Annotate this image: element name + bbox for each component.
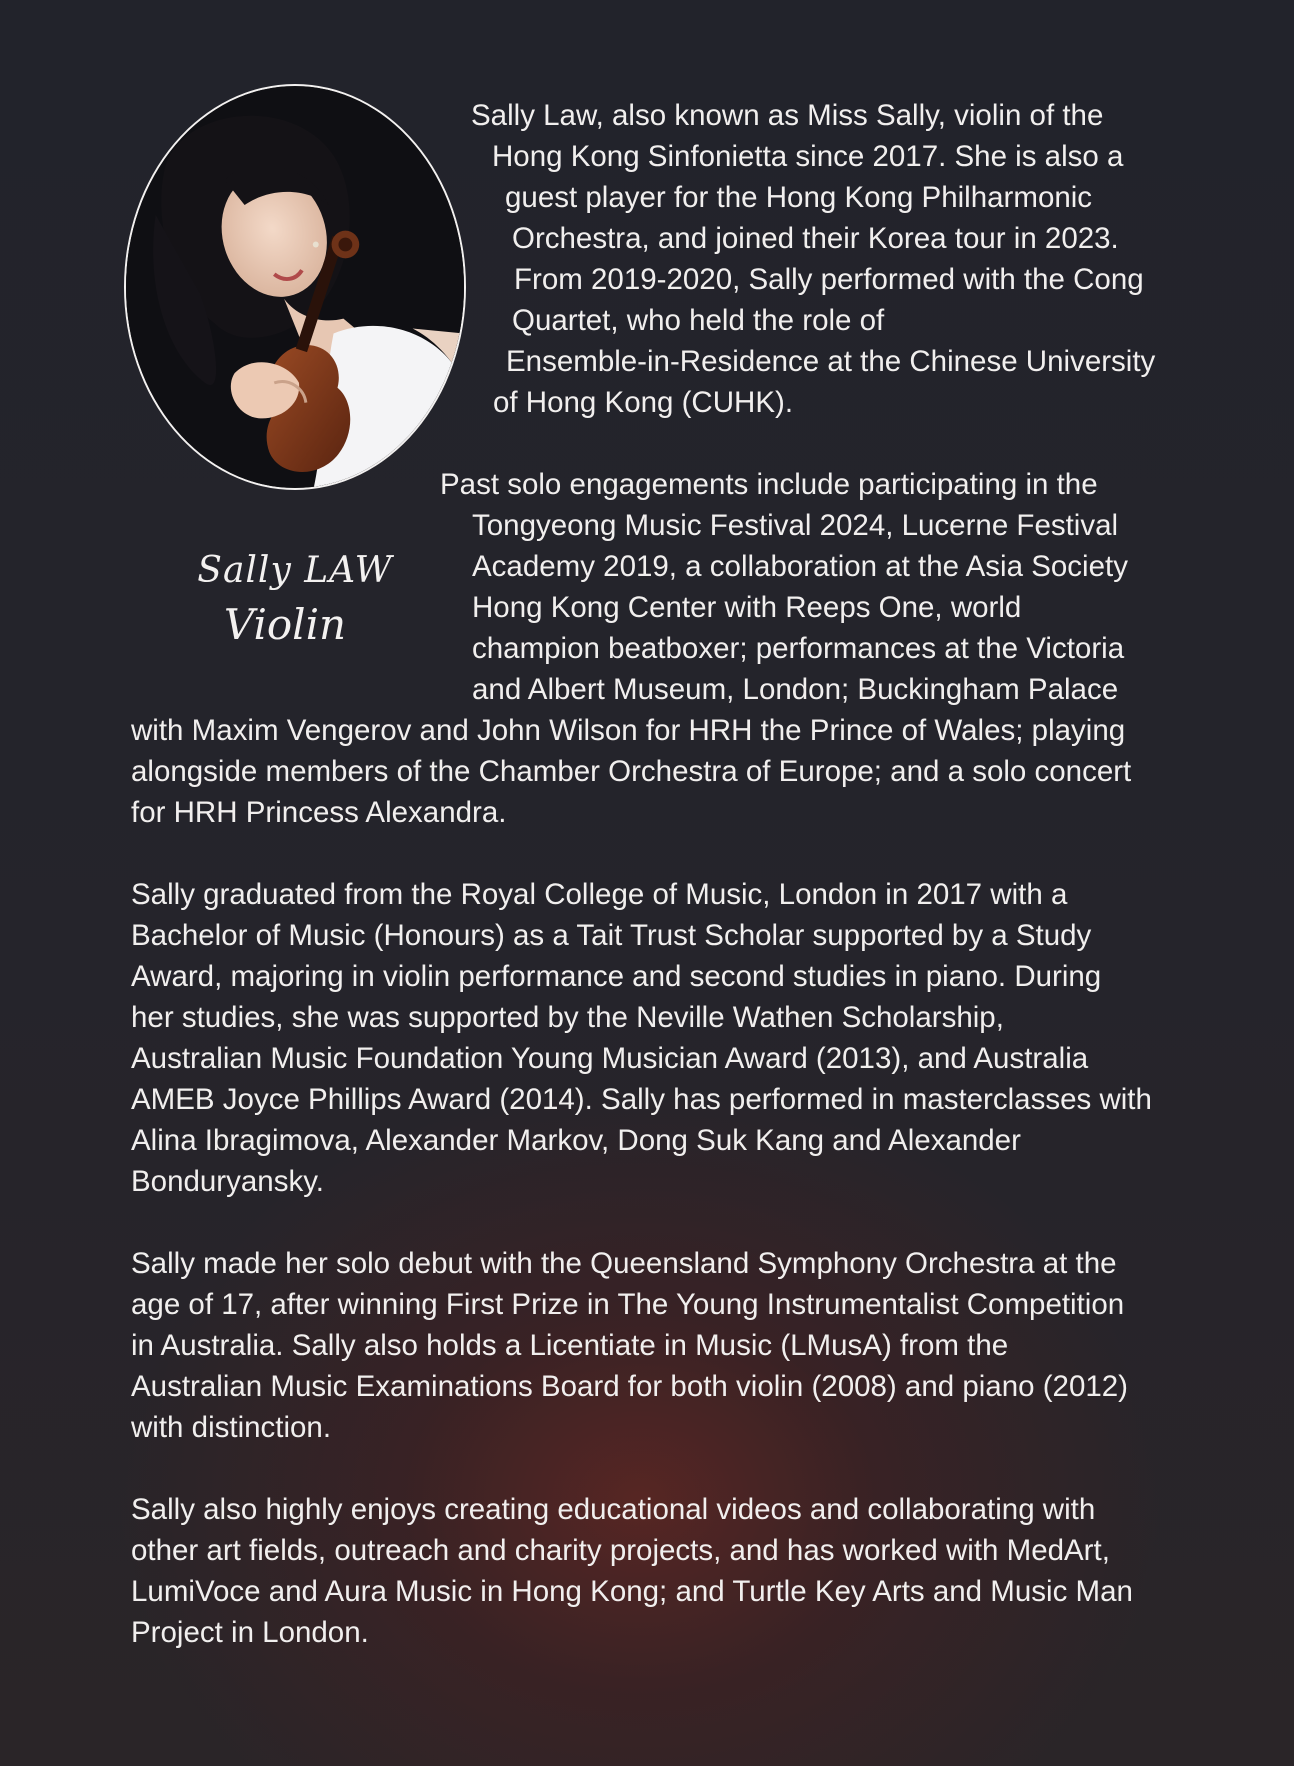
bio-p2-line: with Maxim Vengerov and John Wilson for HRH the Prince of Wales; playing [131, 714, 1126, 747]
bio-p1-line: Quartet, who held the role of [512, 304, 885, 337]
bio-p2-line: Hong Kong Center with Reeps One, world [472, 591, 1022, 624]
bio-p3-line: Bachelor of Music (Honours) as a Tait Trust Scholar supported by a Study [131, 919, 1092, 952]
bio-p3-line: Award, majoring in violin performance and second studies in piano. During [131, 960, 1102, 993]
bio-p2-line: alongside members of the Chamber Orchestra of Europe; and a solo concert [131, 755, 1132, 788]
bio-p4-line: age of 17, after winning First Prize in The Young Instrumentalist Competition [131, 1288, 1125, 1321]
bio-p3-line: Bonduryansky. [131, 1165, 324, 1198]
violinist-image [126, 86, 464, 488]
bio-p5-line: Project in London. [131, 1616, 369, 1649]
bio-p1-line: Orchestra, and joined their Korea tour in 2023. [512, 222, 1119, 255]
bio-p2-line: Past solo engagements include participating in the [440, 468, 1098, 501]
bio-p1-line: Ensemble-in-Residence at the Chinese University [506, 345, 1156, 378]
bio-p2-line: Academy 2019, a collaboration at the Asia Society [472, 550, 1128, 583]
bio-p5-line: LumiVoce and Aura Music in Hong Kong; and Turtle Key Arts and Music Man [131, 1575, 1133, 1608]
bio-p1-line: Hong Kong Sinfonietta since 2017. She is also a [492, 140, 1124, 173]
artist-name: Sally LAW [197, 550, 393, 591]
bio-p3-line: her studies, she was supported by the Neville Wathen Scholarship, [131, 1001, 1004, 1034]
bio-p4-line: with distinction. [131, 1411, 332, 1444]
bio-p2-line: champion beatboxer; performances at the Victoria [472, 632, 1125, 665]
bio-p4-line: Australian Music Examinations Board for both violin (2008) and piano (2012) [131, 1370, 1128, 1403]
bio-p4-line: Sally made her solo debut with the Queensland Symphony Orchestra at the [131, 1247, 1117, 1280]
bio-p4-line: in Australia. Sally also holds a Licentiate in Music (LMusA) from the [131, 1329, 1009, 1362]
bio-p2-line: Tongyeong Music Festival 2024, Lucerne Festival [472, 509, 1119, 542]
artist-caption [150, 545, 440, 653]
bio-p3-line: Australian Music Foundation Young Musician Award (2013), and Australia [131, 1042, 1089, 1075]
portrait-photo [124, 84, 466, 490]
bio-p1-line: From 2019-2020, Sally performed with the Cong [514, 263, 1144, 296]
bio-p1-line: guest player for the Hong Kong Philharmonic [505, 181, 1093, 214]
bio-p3-line: AMEB Joyce Phillips Award (2014). Sally has performed in masterclasses with [131, 1083, 1152, 1116]
bio-p5-line: Sally also highly enjoys creating educational videos and collaborating with [131, 1493, 1096, 1526]
bio-p3-line: Sally graduated from the Royal College of Music, London in 2017 with a [131, 878, 1068, 911]
bio-p2-line: for HRH Princess Alexandra. [131, 796, 507, 829]
bio-p2-line: and Albert Museum, London; Buckingham Palace [472, 673, 1119, 706]
bio-p1-line: of Hong Kong (CUHK). [493, 386, 794, 419]
bio-p1-line: Sally Law, also known as Miss Sally, violin of the [471, 99, 1104, 132]
bio-p5-line: other art fields, outreach and charity projects, and has worked with MedArt, [131, 1534, 1110, 1567]
bio-p3-line: Alina Ibragimova, Alexander Markov, Dong Suk Kang and Alexander [131, 1124, 1021, 1157]
artist-instrument: Violin [223, 600, 347, 649]
